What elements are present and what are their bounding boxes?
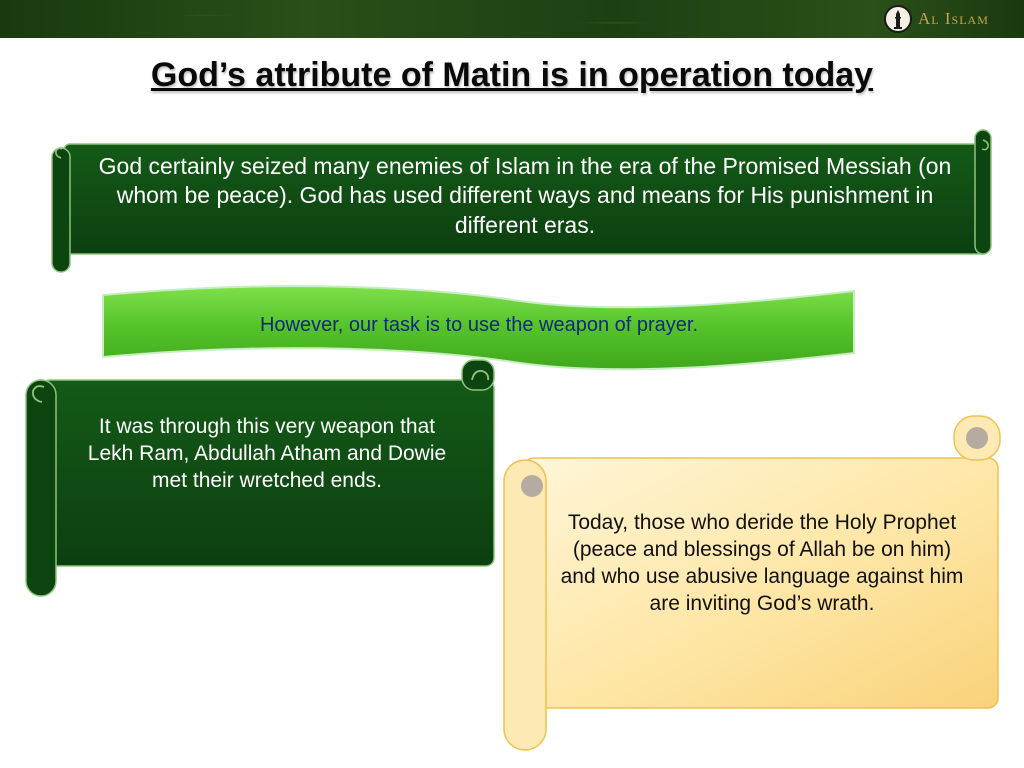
slide-title: God’s attribute of Matin is in operation today [150, 56, 874, 94]
prayer-banner [100, 283, 858, 369]
prayer-banner-text: However, our task is to use the weapon of prayer. [259, 314, 699, 336]
header-bar [0, 0, 1024, 38]
logo-text: Al Islam [918, 9, 989, 28]
scroll-top-text: God certainly seized many enemies of Islam in the era of the Promised Messiah (on whom be peace). God has used different ways and means for His punishment in different eras. [98, 153, 952, 238]
scroll-right [502, 414, 1002, 754]
minaret-icon [884, 5, 912, 33]
scroll-top [50, 128, 995, 276]
scroll-left [24, 358, 498, 600]
scroll-right-text: Today, those who deride the Holy Prophet (peace and blessings of Allah be on him) and who use abusive language against him are inviting God’s wrath. [560, 511, 964, 615]
al-islam-logo[interactable] [884, 3, 1012, 35]
scroll-left-text: It was through this very weapon that Lekh Ram, Abdullah Atham and Dowie met their wretched ends. [87, 415, 447, 492]
